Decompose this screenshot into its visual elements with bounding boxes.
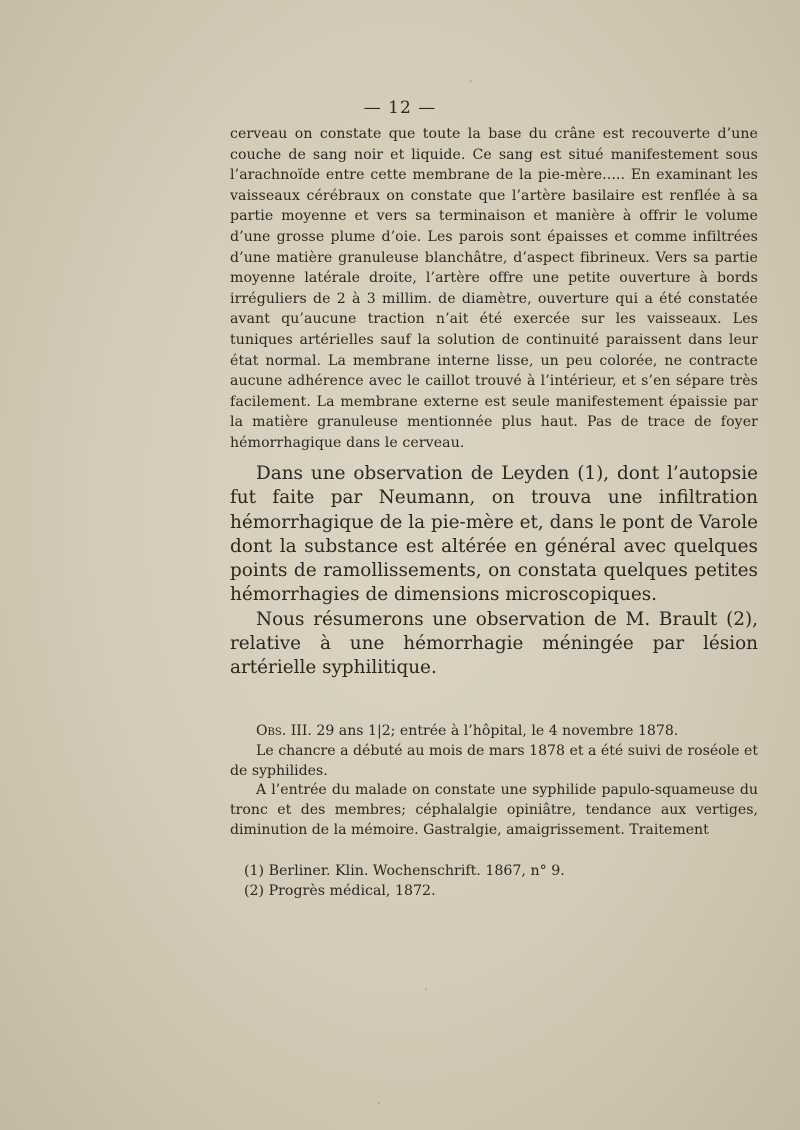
paper-speck (378, 1102, 380, 1104)
paper-speck (470, 80, 472, 82)
paragraph-leyden: Dans une observation de Leyden (1), dont l’autopsie fut faite par Neumann, on trouva une infiltration hémorrhagique de la pie-mère et, dans le pont de Varole dont la substance est altérée en général avec quelques points de ramollissements, on constata quelques petites hémorrhagies de dimensions microscopiques. (230, 463, 758, 606)
observation-label: Obs. III. (256, 723, 312, 739)
footnote-1: (1) Berliner. Klin. Wochenschrift. 1867, n° 9. (244, 863, 565, 879)
page-number: — 12 — (363, 98, 437, 118)
observation-paragraph-3: A l’entrée du malade on constate une syphilide papulo-squameuse du tronc et des membres; céphalalgie opiniâtre, tendance aux vertiges, diminution de la mémoire. Gastralgie, amaigrissement. Traitement (230, 782, 758, 838)
autopsy-paragraph (230, 124, 758, 454)
footnotes (244, 862, 744, 901)
main-text (230, 462, 758, 681)
observation-paragraph-2: Le chancre a débuté au mois de mars 1878 et a été suivi de roséole et de syphilides. (230, 742, 758, 779)
paragraph-brault: Nous résumerons une observation de M. Brault (2), relative à une hémorrhagie méningée par lésion artérielle syphilitique. (230, 608, 758, 679)
footnote-2: (2) Progrès médical, 1872. (244, 882, 436, 899)
observation-first-line: 29 ans 1|2; entrée à l’hôpital, le 4 novembre 1878. (311, 723, 679, 739)
observation-block (230, 722, 758, 841)
observation-heading (230, 722, 758, 742)
paper-speck (425, 988, 427, 990)
paragraph-1: cerveau on constate que toute la base du crâne est recouverte d’une couche de sang noir et liquide. Ce sang est situé manifestement sous l’arachnoïde entre cette membrane de la pie-mère..... En examinant les vaisseaux cérébraux on constate que l’artère basilaire est renflée à sa partie moyenne et vers sa terminaison et manière à offrir le volume d’une grosse plume d’oie. Les parois sont épaisses et comme infiltrées d’une matière granuleuse blanchâtre, d’aspect fibrineux. Vers sa partie moyenne latérale droite, l’artère offre une petite ouverture à bords irréguliers de 2 à 3 millim. de diamètre, ouverture qui a été constatée avant qu’aucune traction n’ait été exercée sur les vaisseaux. Les tuniques artérielles sauf la solution de continuité paraissent dans leur état normal. La membrane interne lisse, un peu colorée, ne contracte aucune adhérence avec le caillot trouvé à l’intérieur, et s’en sépare très facilement. La membrane externe est seule manifestement épaissie par la matière granuleuse mentionnée plus haut. Pas de trace de foyer hémorrhagique dans le cerveau. (230, 126, 758, 451)
